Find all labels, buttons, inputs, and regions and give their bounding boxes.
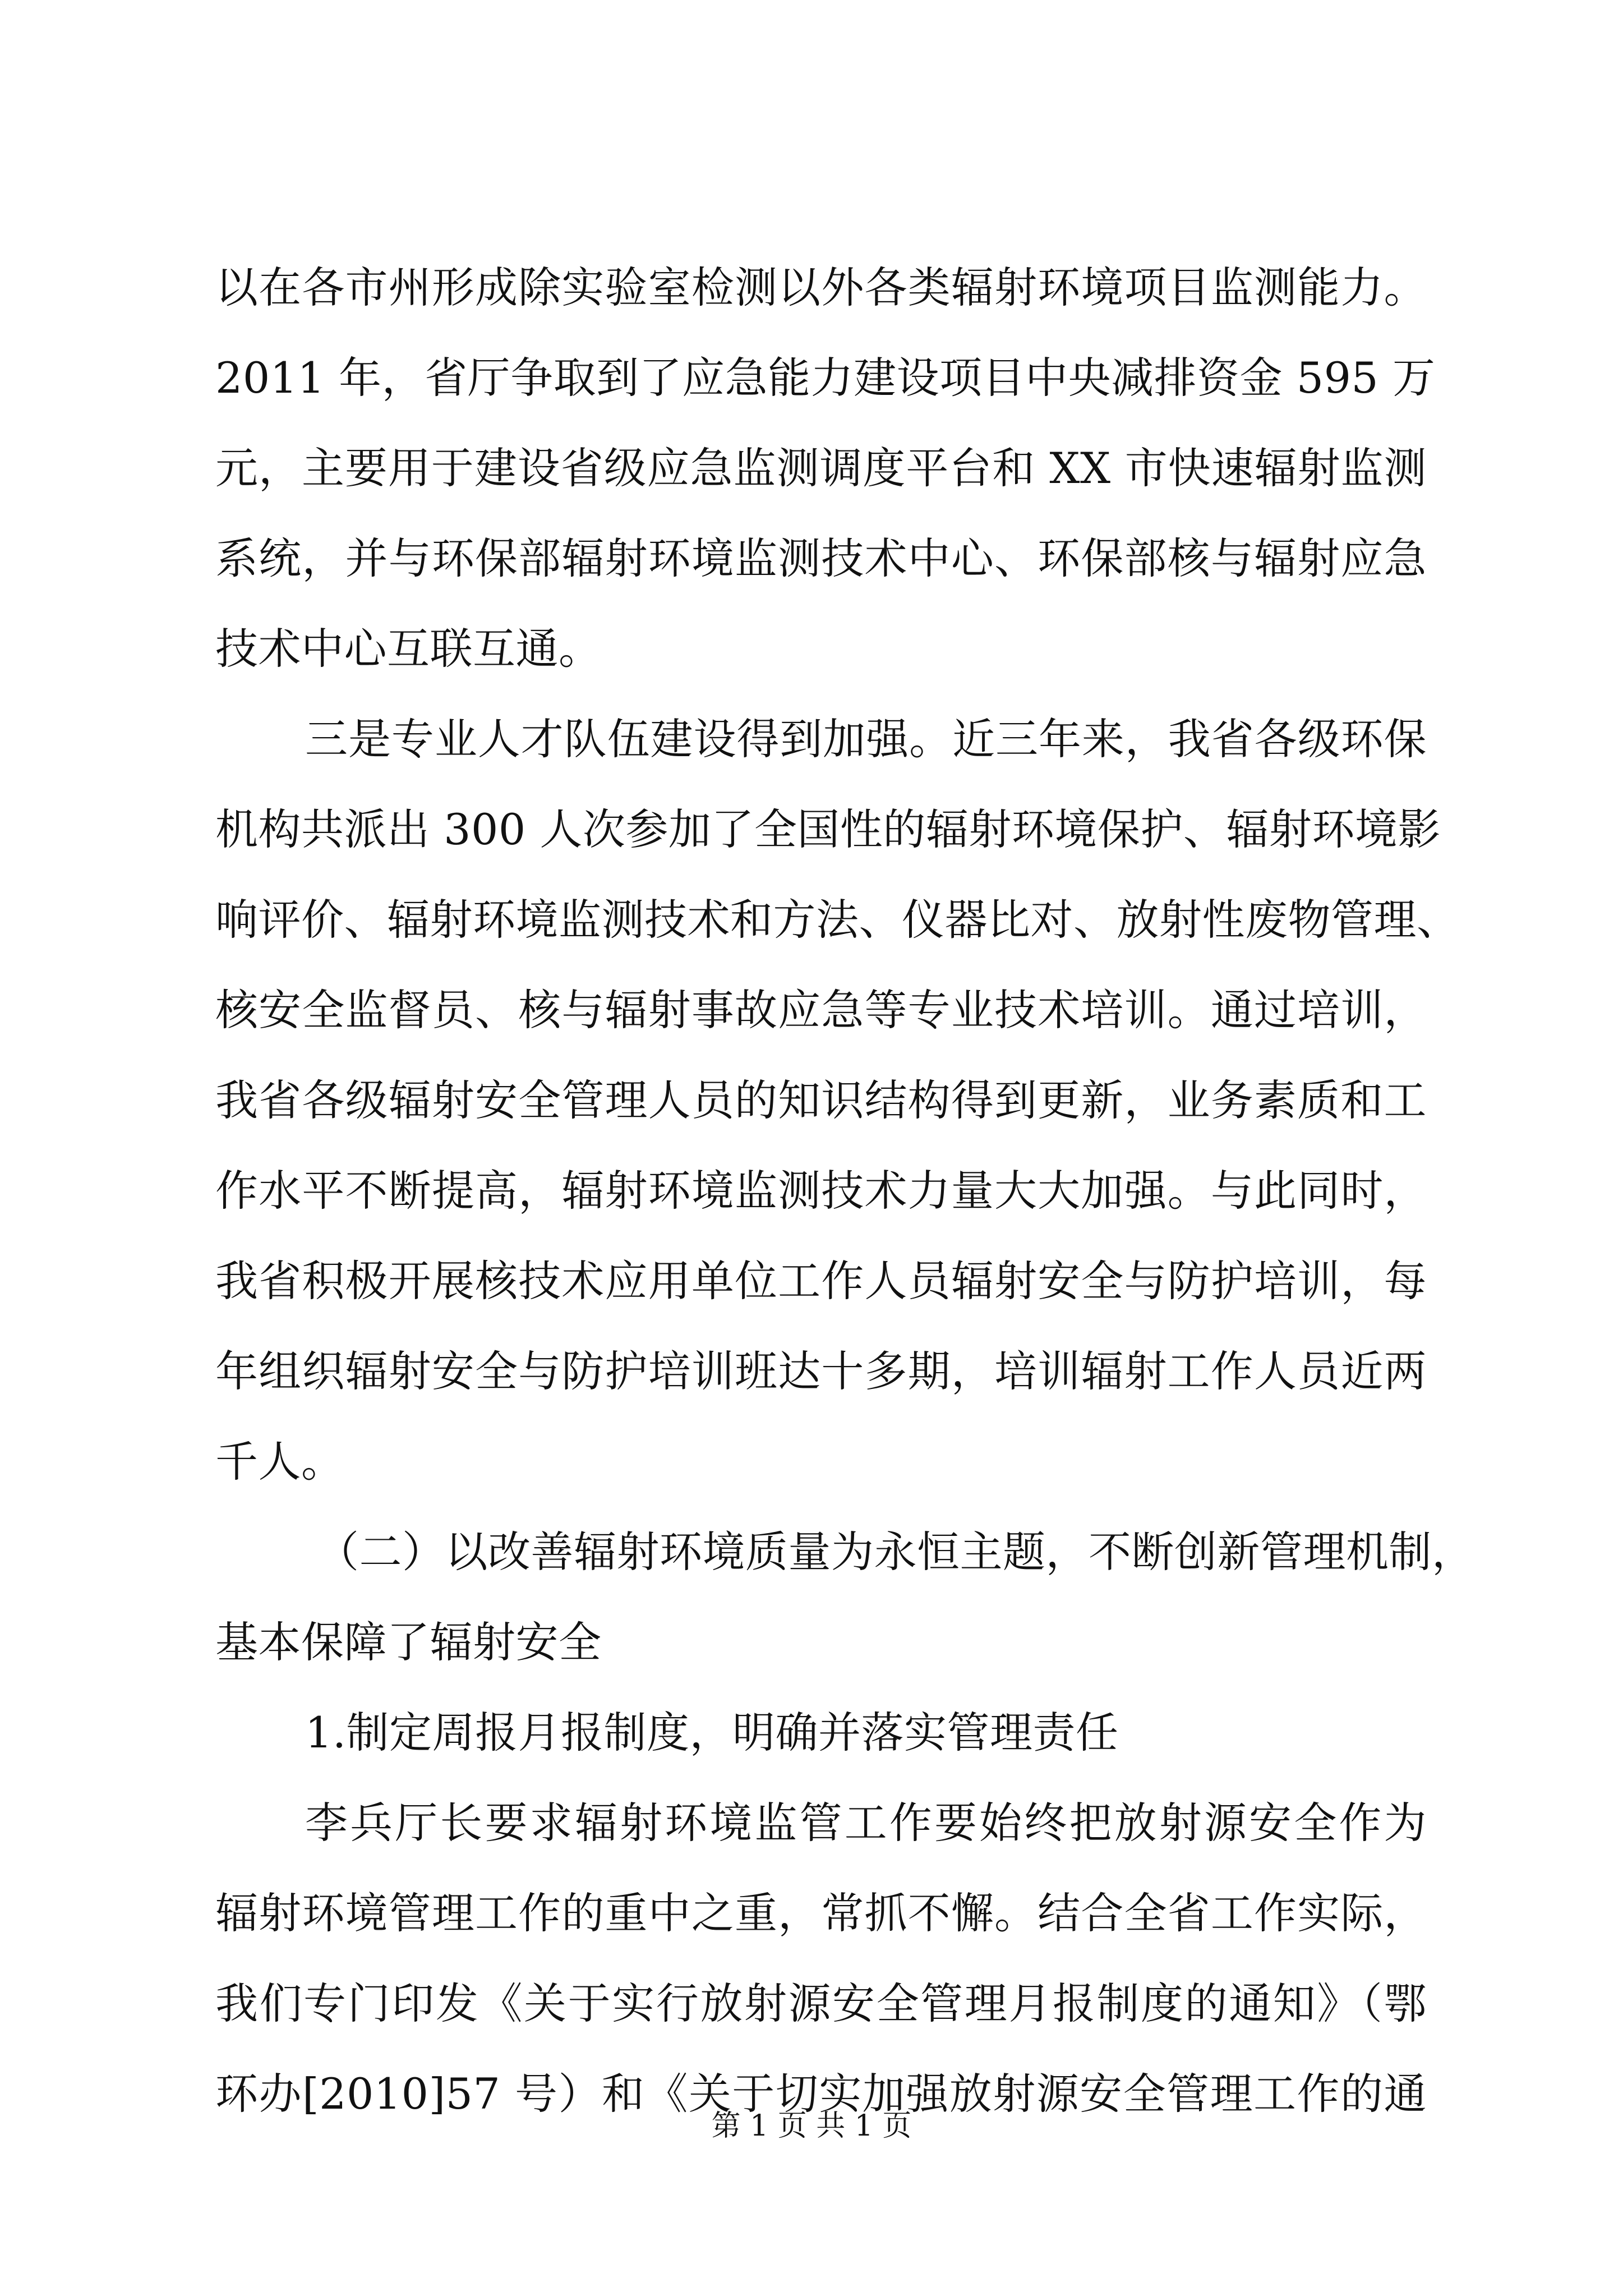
text-line: 2011 年，省厅争取到了应急能力建设项目中央减排资金 595 万 [215,353,1436,403]
text-line: 作水平不断提高，辐射环境监测技术力量大大加强。与此同时， [215,1166,1427,1216]
text-line: 元，主要用于建设省级应急监测调度平台和 XX 市快速辐射监测 [215,443,1427,493]
text-line: 辐射环境管理工作的重中之重，常抓不懈。结合全省工作实际， [215,1888,1427,1938]
text-line: 我省各级辐射安全管理人员的知识结构得到更新，业务素质和工 [215,1075,1427,1125]
paragraph-first-line: 李兵厅长要求辐射环境监管工作要始终把放射源安全作为 [305,1798,1427,1848]
text-line: 环办[2010]57 号）和《关于切实加强放射源安全管理工作的通 [215,2069,1427,2119]
text-line: 响评价、辐射环境监测技术和方法、仪器比对、放射性废物管理、 [215,895,1460,945]
body-text [215,242,1475,2139]
subsection-heading: 1.制定周报月报制度，明确并落实管理责任 [305,1708,1119,1757]
section-heading-continuation: 基本保障了辐射安全 [215,1617,602,1667]
text-line: 技术中心互联互通。 [215,624,602,674]
text-line: 千人。 [215,1437,344,1487]
text-line: 核安全监督员、核与辐射事故应急等专业技术培训。通过培训， [215,985,1427,1035]
text-line: 机构共派出 300 人次参加了全国性的辐射环境保护、辐射环境影 [215,804,1441,854]
text-line: 以在各市州形成除实验室检测以外各类辐射环境项目监测能力。 [215,263,1427,312]
section-heading: （二）以改善辐射环境质量为永恒主题，不断创新管理机制， [316,1527,1475,1577]
text-line: 年组织辐射安全与防护培训班达十多期，培训辐射工作人员近两 [215,1346,1427,1396]
text-line: 我省积极开展核技术应用单位工作人员辐射安全与防护培训，每 [215,1256,1427,1306]
text-line: 我们专门印发《关于实行放射源安全管理月报制度的通知》（鄂 [215,1978,1427,2028]
page-number-footer: 第 1 页 共 1 页 [711,2109,912,2143]
paragraph-first-line: 三是专业人才队伍建设得到加强。近三年来，我省各级环保 [305,714,1427,764]
text-line: 系统，并与环保部辐射环境监测技术中心、环保部核与辐射应急 [215,533,1427,583]
